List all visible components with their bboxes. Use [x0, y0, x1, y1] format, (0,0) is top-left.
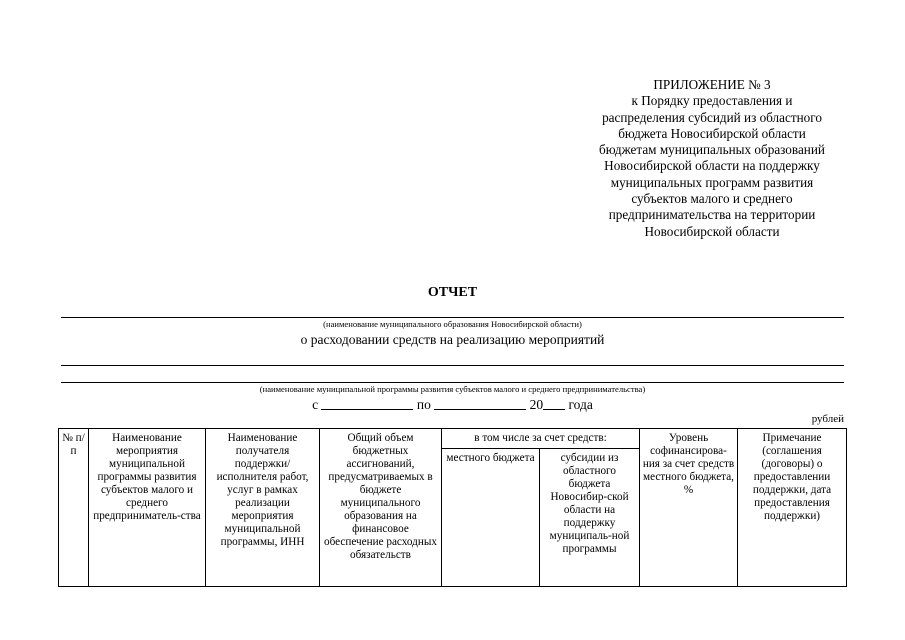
program-caption: (наименование муниципальной программы развития субъектов малого и среднего предпринимательства)	[259, 384, 646, 394]
appendix-line: распределения субсидий из областного	[602, 109, 822, 125]
report-table	[58, 428, 847, 587]
period-from-blank	[321, 397, 413, 410]
municipality-caption: (наименование муниципального образования Новосибирской области)	[323, 319, 582, 329]
currency-label: рублей	[811, 413, 844, 425]
header-event: Наименование мероприятия муниципальной программы развития субъектов малого и среднего предприниматель-ства	[89, 429, 206, 587]
appendix-line: ПРИЛОЖЕНИЕ № 3	[653, 77, 771, 92]
appendix-line: к Порядку предоставления и	[631, 93, 793, 109]
appendix-block	[575, 77, 849, 240]
report-subtitle: о расходовании средств на реализацию мероприятий	[300, 332, 605, 347]
appendix-line: Новосибирской области на поддержку	[604, 158, 820, 174]
municipality-name-line	[61, 317, 844, 318]
report-period	[61, 397, 844, 413]
report-title: ОТЧЕТ	[427, 285, 478, 300]
appendix-line: субъектов малого и среднего	[631, 191, 793, 207]
period-from-label: с	[312, 397, 319, 412]
period-year-blank	[543, 397, 565, 410]
period-to-blank	[434, 397, 526, 410]
appendix-line: бюджетам муниципальных образований	[599, 142, 825, 158]
header-local: местного бюджета	[442, 449, 540, 587]
appendix-line: предпринимательства на территории	[608, 207, 816, 223]
header-note: Примечание (соглашения (договоры) о предоставлении поддержки, дата предоставления поддержки)	[738, 429, 847, 587]
appendix-line: Новосибирской области	[644, 223, 780, 239]
header-cofinancing: Уровень софинансирова-ния за счет средств местного бюджета, %	[640, 429, 738, 587]
header-recipient: Наименование получателя поддержки/ исполнителя работ, услуг в рамках реализации мероприятия муниципальной программы, ИНН	[206, 429, 320, 587]
header-regional: субсидии из областного бюджета Новосибир-ской области на поддержку муниципаль-ной программы	[540, 449, 640, 587]
appendix-line: муниципальных программ развития	[610, 174, 814, 190]
period-year-prefix: 20	[529, 397, 544, 412]
period-to-label: по	[416, 397, 431, 412]
header-including: в том числе за счет средств:	[442, 429, 640, 449]
appendix-line: бюджета Новосибирской области	[618, 125, 806, 141]
header-total: Общий объем бюджетных ассигнований, предусматриваемых в бюджете муниципального образования на финансовое обеспечение расходных обязательств	[320, 429, 442, 587]
program-name-line-1	[61, 365, 844, 366]
period-year-label: года	[568, 397, 593, 412]
header-number: № п/п	[59, 429, 89, 587]
program-name-line-2	[61, 382, 844, 383]
